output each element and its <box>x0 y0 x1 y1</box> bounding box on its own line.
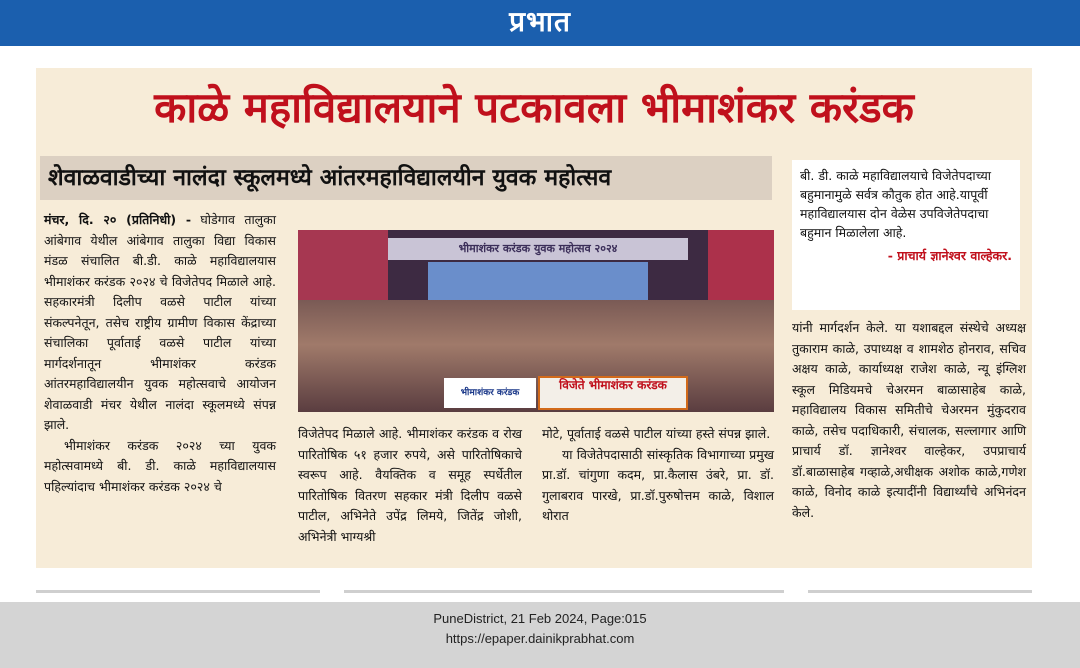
article-headline: काळे महाविद्यालयाने पटकावला भीमाशंकर करंडक <box>154 83 914 132</box>
article-clipping <box>36 68 1032 568</box>
stage-banner: भीमाशंकर करंडक युवक महोत्सव २०२४ <box>388 238 688 260</box>
winner-board: विजेते भीमाशंकर करंडक <box>538 376 688 410</box>
epaper-url-link[interactable]: https://epaper.dainikprabhat.com <box>445 631 635 646</box>
quote-box <box>792 160 1020 310</box>
column-1-paragraph-2: भीमाशंकर करंडक २०२४ च्या युवक महोत्सवामध्ये बी. डी. काळे महाविद्यालयास पहिल्यांदाच भीमाशंकर करंडक २०२४ चे <box>44 437 276 494</box>
dateline: मंचर, दि. २० (प्रतिनिधी) - <box>44 212 192 227</box>
quote-signature: - प्राचार्य ज्ञानेश्वर वाल्हेकर. <box>887 248 1012 263</box>
quote-text: बी. डी. काळे महाविद्यालयाचे विजेतेपदाच्या बहुमानामुळे सर्वत्र कौतुक होत आहे.यापूर्वी महाविद्यालयास दोन वेळेस उपविजेतेपदाचा बहुमान मिळालेला आहे. <box>800 168 992 240</box>
article-column-3 <box>542 424 774 527</box>
prabhat-logo[interactable]: प्रभात <box>509 5 571 38</box>
event-photo <box>298 230 774 412</box>
group-of-people <box>298 300 774 412</box>
article-column-4: यांनी मार्गदर्शन केले. या यशाबद्दल संस्थेचे अध्यक्ष तुकाराम काळे, उपाध्यक्ष व शामशेठ होनराव, सचिव अक्षय काळे, कार्याध्यक्ष राजेश काळे, न्यू इंग्लिश स्कूल मिडियमचे चेअरमन बाळासाहेब काळे, महाविद्यालय विकास समितीचे चेअरमन मुंकुदराव काळे, तसेच पदाधिकारी, संचालक, सल्लागार आणि प्राचार्य डॉ. ज्ञानेश्वर वाल्हेकर, उपप्राचार्य डॉ.बाळासाहेब गव्हाळे,अधीक्षक अशोक काळे,गणेश काळे, विनोद काळे इत्यादींनी विद्यार्थ्यांचे अभिनंदन केले. <box>792 320 1026 520</box>
article-subheadline: शेवाळवाडीच्या नालंदा स्कूलमध्ये आंतरमहाविद्यालयीन युवक महोत्सव <box>40 156 772 200</box>
edition-info: PuneDistrict, 21 Feb 2024, Page:015 <box>433 611 647 626</box>
page-footer <box>0 602 1080 668</box>
masthead-bar <box>0 0 1080 46</box>
article-column-2: विजेतेपद मिळाले आहे. भीमाशंकर करंडक व रोख पारितोषिक ५१ हजार रुपये, असे पारितोषिकाचे स्वरूप आहे. वैयक्तिक व समूह स्पर्धेतील पारितोषिक वितरण सहकार मंत्री दिलीप वळसे पाटील, अभिनेते उपेंद्र लिमये, जितेंद्र जोशी, अभिनेत्री भाग्यश्री <box>298 426 522 544</box>
divider-rule <box>36 590 320 593</box>
epaper-page <box>0 46 1080 602</box>
column-3-paragraph-1: मोटे, पूर्वाताई वळसे पाटील यांच्या हस्ते संपन्न झाले. <box>542 426 771 441</box>
photo-left-board: भीमाशंकर करंडक <box>444 378 536 408</box>
article-column-1 <box>44 210 276 497</box>
column-3-paragraph-2: या विजेतेपदासाठी सांस्कृतिक विभागाच्या प्रमुख प्रा.डॉ. चांगुणा कदम, प्रा.कैलास उंबरे, प्रा. डॉ. गुलाबराव पारखे, प्रा.डॉ.पुरुषोत्तम काळे, विशाल थोरात <box>542 446 774 523</box>
divider-rule <box>344 590 784 593</box>
column-1-paragraph-1: घोडेगाव तालुका आंबेगाव येथील आंबेगाव तालुका विद्या विकास मंडळ संचालित बी.डी. काळे महाविद्यालयास भीमाशंकर करंडक २०२४ चे विजेतेपद मिळाले आहे. सहकारमंत्री दिलीप वळसे पाटील यांच्या संकल्पनेतून, तसेच राष्ट्रीय ग्रामीण विकास केंद्राच्या संचालिका पूर्वाताई वळसे पाटील यांच्या मार्गदर्शनातून भीमाशंकर करंडक आंतरमहाविद्यालयीन युवक महोत्सवाचे आयोजन शेवाळवाडी मंचर येथील नालंदा स्कूलमध्ये संपन्न झाले. <box>44 212 276 432</box>
divider-rule <box>808 590 1032 593</box>
